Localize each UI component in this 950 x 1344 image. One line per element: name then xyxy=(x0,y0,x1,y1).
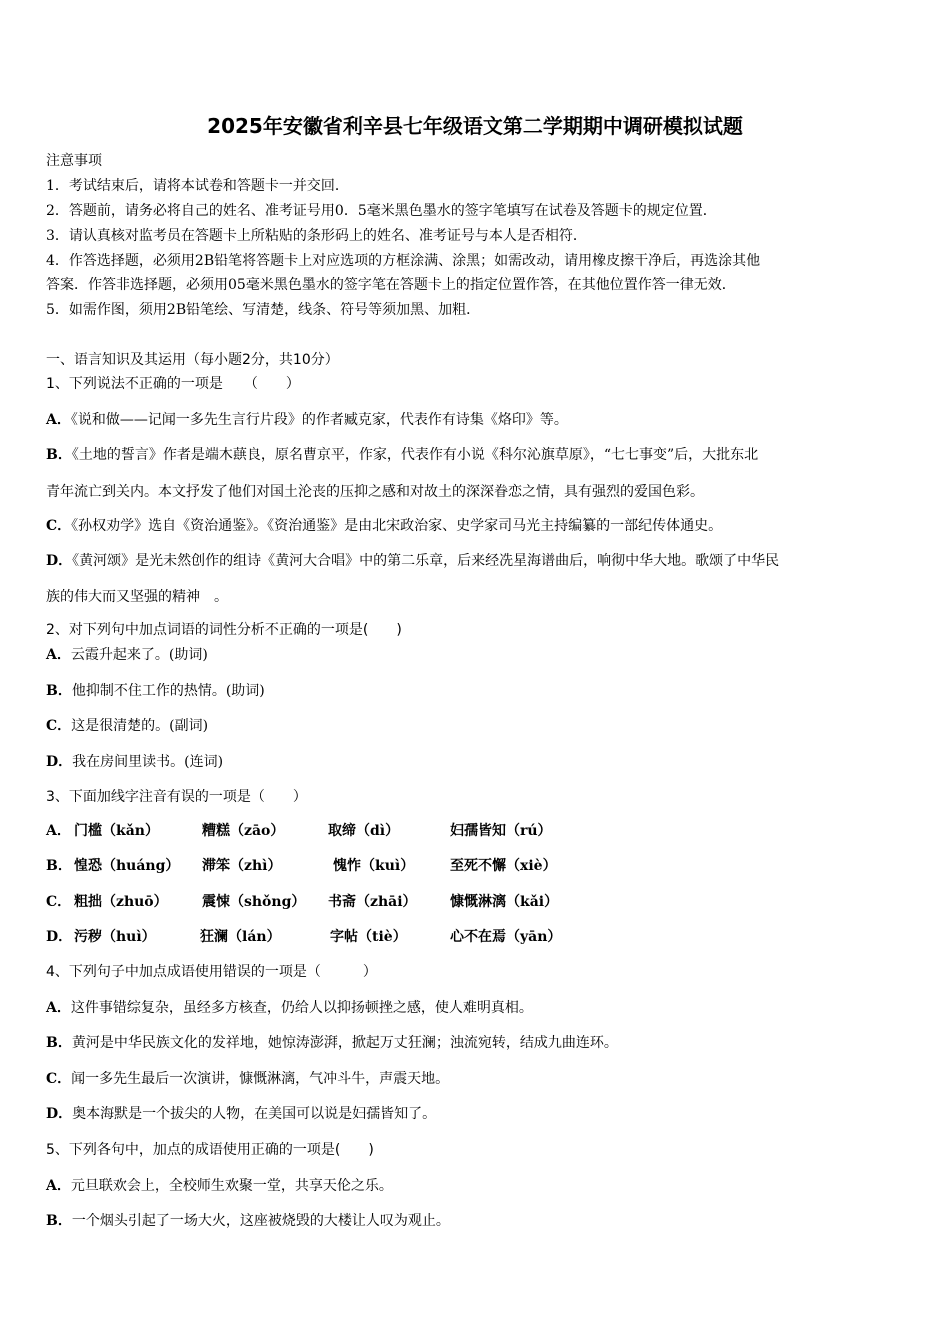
q1-option-d-cont: 族的伟大而又坚强的精神 。 xyxy=(46,589,228,605)
q4-option-a xyxy=(46,998,533,1018)
q1-option-b-cont: 青年流亡到关内。本文抒发了他们对国土沦丧的压抑之感和对故土的深深眷恋之情，具有强烈的爱国色彩。 xyxy=(46,484,704,500)
option-text: 《孙权劝学》选自《资治通鉴》。《资治通鉴》是由北宋政治家、史学家司马光主持编纂的一部纪传体通史。 xyxy=(71,518,723,534)
q1-option-c xyxy=(46,516,722,536)
option-label: A． xyxy=(46,1000,71,1016)
option-text: 元旦联欢会上，全校师生欢聚一堂，共享天伦之乐。 xyxy=(70,1178,393,1194)
option-label: D． xyxy=(46,1106,73,1122)
question-3-stem: 3、下面加线字注音有误的一项是（ ） xyxy=(46,789,307,805)
q2-option-d xyxy=(46,752,223,772)
option-text: 《黄河颂》是光未然创作的组诗《黄河大合唱》中的第二乐章，后来经冼星海谱曲后，响彻中华大地。歌颂了中华民 xyxy=(72,553,780,569)
option-text: 《土地的誓言》作者是端木蕻良，原名曹京平，作家，代表作有小说《科尔沁旗草原》，“七七事变”后，大批东北 xyxy=(71,447,759,463)
q3-item: 狂澜（lán） xyxy=(200,929,281,945)
notice-item: 4．作答选择题，必须用2B铅笔将答题卡上对应选项的方框涂满、涂黑；如需改动，请用橡皮擦干净后，再选涂其他 xyxy=(46,253,761,269)
notice-item: 1．考试结束后，请将本试卷和答题卡一并交回． xyxy=(46,178,349,194)
q3-item: 糟糕（zāo） xyxy=(202,823,285,839)
notice-heading: 注意事项 xyxy=(46,153,102,169)
question-2-stem: 2、对下列句中加点词语的词性分析不正确的一项是( ) xyxy=(46,622,402,638)
q2-option-a xyxy=(46,645,208,665)
question-5-stem: 5、下列各句中，加点的成语使用正确的一项是( ) xyxy=(46,1142,374,1158)
notice-item: 答案．作答非选择题，必须用05毫米黑色墨水的签字笔在答题卡上的指定位置作答，在其他位置作答一律无效． xyxy=(46,277,736,293)
question-4-stem: 4、下列句子中加点成语使用错误的一项是（ ） xyxy=(46,964,377,980)
notice-item: 2．答题前，请务必将自己的姓名、准考证号用0．5毫米黑色墨水的签字笔填写在试卷及答题卡的规定位置． xyxy=(46,203,717,219)
q3-item: 妇孺皆知（rú） xyxy=(450,823,552,839)
option-label: A． xyxy=(46,647,71,663)
option-text: 他抑制不住工作的热情。(助词) xyxy=(71,683,265,699)
option-label: D． xyxy=(46,553,73,569)
option-label: B． xyxy=(46,447,72,463)
q1-option-b xyxy=(46,445,758,465)
q3-item: 愧怍（kuì） xyxy=(333,858,415,874)
option-text: 闻一多先生最后一次演讲，慷慨淋漓，气冲斗牛，声震天地。 xyxy=(71,1071,450,1087)
q3-item: 至死不懈（xiè） xyxy=(450,858,557,874)
q3-item: 慷慨淋漓（kǎi） xyxy=(450,894,559,910)
option-text: 一个烟头引起了一场大火，这座被烧毁的大楼让人叹为观止。 xyxy=(71,1213,450,1229)
option-label: B． xyxy=(46,1213,72,1229)
q3-item: 震悚（shǒng） xyxy=(202,894,306,910)
q1-option-a xyxy=(46,410,568,430)
q3-row-label: D． xyxy=(46,929,73,945)
notice-item: 5．如需作图，须用2B铅笔绘、写清楚，线条、符号等须加黑、加粗． xyxy=(46,302,481,318)
q2-option-c xyxy=(46,716,208,736)
q3-item: 门槛（kǎn） xyxy=(74,823,159,839)
q3-item: 书斋（zhāi） xyxy=(328,894,417,910)
option-label: B． xyxy=(46,1035,72,1051)
q3-item: 取缔（dì） xyxy=(328,823,400,839)
option-label: C． xyxy=(46,518,72,534)
q3-row-label: B． xyxy=(46,858,72,874)
option-label: C． xyxy=(46,718,72,734)
q5-option-a xyxy=(46,1176,393,1196)
option-label: B． xyxy=(46,683,72,699)
option-text: 这件事错综复杂，虽经多方核查，仍给人以抑扬顿挫之感，使人难明真相。 xyxy=(70,1000,533,1016)
question-1-stem: 1、下列说法不正确的一项是 （ ） xyxy=(46,376,300,392)
q4-option-b xyxy=(46,1033,618,1053)
option-label: C． xyxy=(46,1071,72,1087)
q1-option-d xyxy=(46,551,779,571)
q2-option-b xyxy=(46,681,265,701)
q4-option-d xyxy=(46,1104,436,1124)
q3-item: 字帖（tiè） xyxy=(330,929,407,945)
option-label: D． xyxy=(46,754,73,770)
page-title: 2025年安徽省利辛县七年级语文第二学期期中调研模拟试题 xyxy=(207,114,743,138)
option-text: 云霞升起来了。(助词) xyxy=(70,647,208,663)
q3-item: 粗拙（zhuō） xyxy=(74,894,168,910)
q3-item: 污秽（huì） xyxy=(74,929,156,945)
q3-item: 惶恐（huáng） xyxy=(74,858,180,874)
option-text: 黄河是中华民族文化的发祥地，她惊涛澎湃，掀起万丈狂澜；浊流宛转，结成九曲连环。 xyxy=(71,1035,618,1051)
q3-item: 滞笨（zhì） xyxy=(202,858,282,874)
q5-option-b xyxy=(46,1211,450,1231)
q3-row-label: C． xyxy=(46,894,72,910)
q3-item: 心不在焉（yān） xyxy=(450,929,562,945)
option-label: A． xyxy=(46,412,71,428)
section-heading: 一、语言知识及其运用（每小题2分，共10分） xyxy=(46,352,339,368)
q4-option-c xyxy=(46,1069,449,1089)
option-text: 我在房间里读书。(连词) xyxy=(72,754,224,770)
option-text: 《说和做——记闻一多先生言行片段》的作者臧克家，代表作有诗集《烙印》等。 xyxy=(70,412,568,428)
option-label: A． xyxy=(46,1178,71,1194)
q3-row-label: A． xyxy=(46,823,71,839)
option-text: 奥本海默是一个拔尖的人物，在美国可以说是妇孺皆知了。 xyxy=(72,1106,437,1122)
notice-item: 3．请认真核对监考员在答题卡上所粘贴的条形码上的姓名、准考证号与本人是否相符． xyxy=(46,228,587,244)
option-text: 这是很清楚的。(副词) xyxy=(71,718,209,734)
